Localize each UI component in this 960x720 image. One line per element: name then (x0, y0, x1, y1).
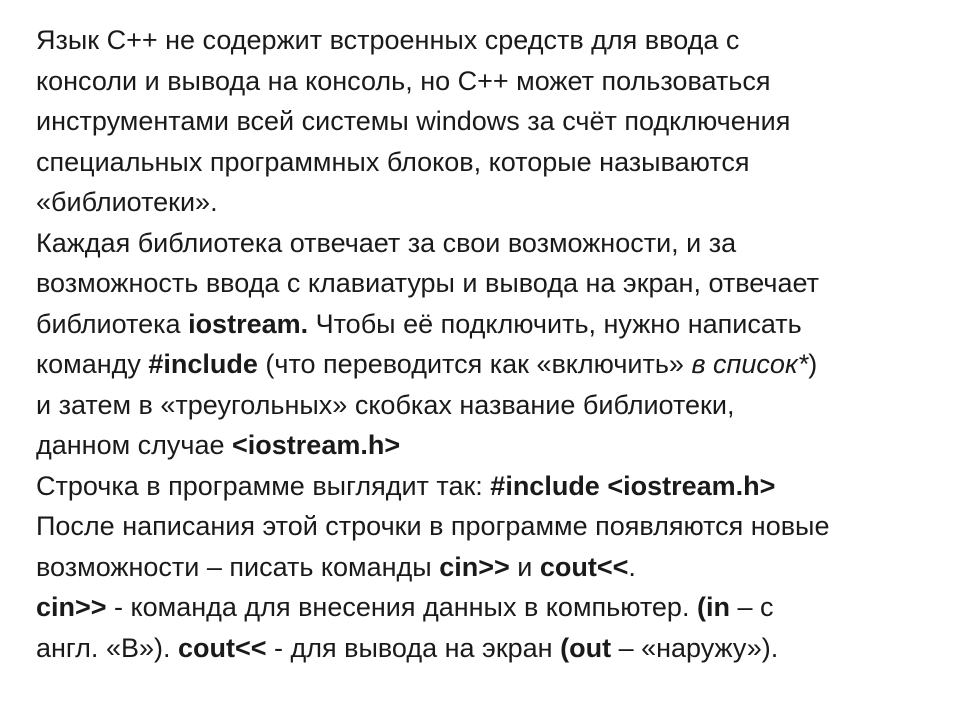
keyword-iostream: iostream. (188, 308, 309, 339)
keyword-in: (in (696, 592, 730, 622)
paragraph-definitions (36, 587, 936, 668)
keyword-cout: cout<< (539, 551, 629, 582)
text-line: После написания этой строчки в программе появляются новые (36, 511, 830, 541)
text-line: Каждая библиотека отвечает за свои возможности, и за (36, 227, 737, 258)
keyword-iostream-h: <iostream.h> (232, 430, 401, 460)
text-line: и затем в «треугольных» скобках название библиотеки, (36, 389, 735, 420)
text-line (36, 425, 936, 466)
text-fragment: - для вывода на экран (266, 632, 561, 663)
text-fragment: Чтобы её подключить, нужно написать (308, 308, 802, 339)
paragraph-code-line (36, 466, 936, 507)
keyword-cin: cin>> (439, 551, 510, 582)
text-fragment: англ. «В»). (36, 632, 178, 663)
text-line (36, 466, 936, 507)
text-fragment: и (509, 551, 540, 582)
text-line: инструментами всей системы windows за счёт подключения (36, 106, 791, 136)
text-fragment: команду (36, 349, 149, 379)
text-fragment: Строчка в программе выглядит так: (36, 470, 491, 501)
paragraph-new-abilities (36, 506, 936, 587)
text-line (36, 344, 936, 385)
keyword-include: #include (148, 349, 258, 379)
italic-fragment: в список* (691, 349, 809, 379)
text-fragment: – с (729, 592, 774, 622)
text-fragment: . (628, 551, 636, 582)
text-line: возможность ввода с клавиатуры и вывода на экран, отвечает (36, 268, 819, 298)
text-line: специальных программных блоков, которые называются (36, 146, 750, 177)
text-fragment: возможности – писать команды (36, 551, 440, 582)
keyword-cin: cin>> (36, 592, 107, 622)
text-fragment: (что переводится как «включить» (257, 349, 692, 379)
paragraph-intro (36, 20, 936, 223)
text-line: консоли и вывода на консоль, но С++ может пользоваться (36, 65, 771, 96)
text-fragment: данном случае (36, 430, 233, 460)
text-fragment: ) (808, 349, 818, 379)
paragraph-library (36, 223, 936, 466)
text-line (36, 628, 936, 669)
text-line (36, 547, 936, 588)
text-fragment: библиотека (36, 308, 189, 339)
text-line (36, 587, 936, 628)
text-line: Язык С++ не содержит встроенных средств для ввода с (36, 25, 740, 55)
keyword-out: (out (560, 632, 612, 663)
text-fragment: - команда для внесения данных в компьютер. (106, 592, 697, 622)
keyword-cout: cout<< (177, 632, 267, 663)
slide-text-body (36, 20, 936, 668)
text-line (36, 304, 936, 345)
code-include-statement: #include <iostream.h> (490, 470, 776, 501)
text-line: «библиотеки». (36, 187, 218, 217)
text-fragment: – «наружу»). (611, 632, 779, 663)
